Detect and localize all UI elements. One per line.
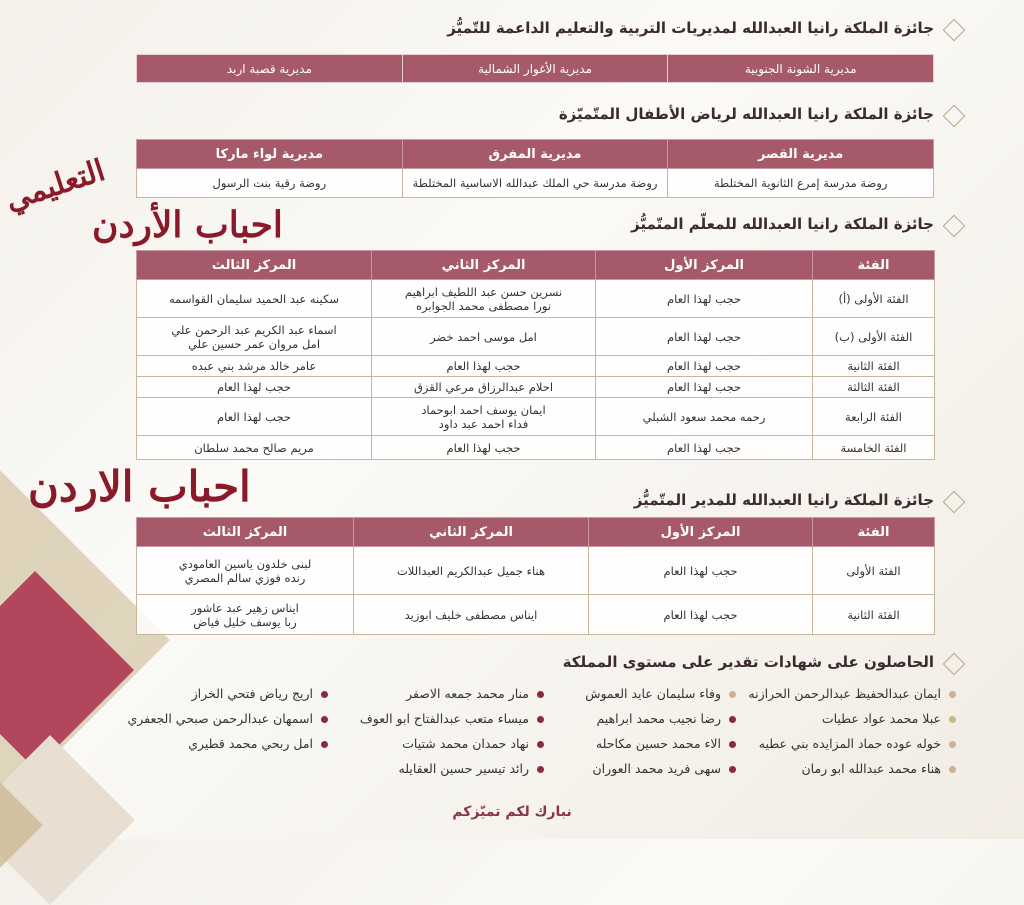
list-item-text: خوله عوده حماد المزايده بني عطيه bbox=[758, 736, 941, 751]
table-header: المركز الأول bbox=[589, 518, 813, 547]
winner-name: نسرين حسن عبد اللطيف ابراهيم bbox=[404, 284, 563, 299]
category-cell: الفئة الثانية bbox=[813, 595, 935, 635]
category-cell: الفئة الثالثة bbox=[813, 377, 935, 398]
kindergarten-title: جائزة الملكة رانيا العبدالله لرياض الأطفال المتّميّزة bbox=[558, 105, 934, 123]
category-cell: الفئة الرابعة bbox=[813, 398, 935, 436]
second-place-cell: امل موسى احمد خضر bbox=[372, 318, 596, 356]
table-row bbox=[137, 398, 935, 436]
directorate-item: مديرية الشونة الجنوبية bbox=[668, 55, 934, 83]
table-row bbox=[137, 377, 935, 398]
first-place-cell: حجب لهذا العام bbox=[596, 377, 813, 398]
bullet-icon bbox=[537, 691, 544, 698]
second-place-cell bbox=[372, 280, 596, 318]
list-item-text: اسمهان عبدالرحمن صبحي الجعفري bbox=[127, 711, 313, 726]
winner-name: امل مروان عمر حسين علي bbox=[187, 336, 321, 351]
winner-name: لبنى خلدون ياسين العامودي bbox=[178, 556, 312, 571]
table-header: المركز الثاني bbox=[354, 518, 589, 547]
second-place-cell: هناء جميل عبدالكريم العبداللات bbox=[354, 547, 589, 595]
list-item bbox=[127, 711, 328, 736]
bullet-icon bbox=[729, 716, 736, 723]
list-item bbox=[360, 736, 544, 761]
bullet-icon bbox=[321, 741, 328, 748]
list-item-text: هناء محمد عبدالله ابو رمان bbox=[801, 761, 941, 776]
list-item-text: اريج رياض فتحي الخراز bbox=[191, 686, 313, 701]
third-place-cell bbox=[137, 547, 354, 595]
list-item-text: سهى فريد محمد العوران bbox=[592, 761, 721, 776]
table-header: الفئة bbox=[813, 518, 935, 547]
directorates-title: جائزة الملكة رانيا العبدالله لمديريات التربية والتعليم الداعمة للتّميُّز bbox=[447, 19, 934, 37]
first-place-cell: حجب لهذا العام bbox=[589, 595, 813, 635]
table-row bbox=[137, 356, 935, 377]
first-place-cell: حجب لهذا العام bbox=[589, 547, 813, 595]
bullet-icon bbox=[321, 691, 328, 698]
first-place-cell: حجب لهذا العام bbox=[596, 436, 813, 460]
table-cell: روضة مدرسة إمرع الثانوية المختلطة bbox=[668, 169, 934, 198]
third-place-cell: حجب لهذا العام bbox=[137, 398, 372, 436]
table-header: المركز الثالث bbox=[137, 251, 372, 280]
list-item bbox=[748, 686, 956, 711]
certificates-list-3 bbox=[360, 686, 544, 786]
bullet-icon bbox=[729, 766, 736, 773]
list-item-text: الاء محمد حسين مكاحله bbox=[595, 736, 721, 751]
category-cell: الفئة الخامسة bbox=[813, 436, 935, 460]
category-cell: الفئة الثانية bbox=[813, 356, 935, 377]
bullet-icon bbox=[537, 716, 544, 723]
winner-name: ايمان يوسف احمد ابوحماد bbox=[421, 402, 546, 417]
category-cell: الفئة الأولى (ب) bbox=[813, 318, 935, 356]
list-item bbox=[360, 686, 544, 711]
bullet-icon bbox=[949, 766, 956, 773]
table-header: مديرية لواء ماركا bbox=[137, 140, 403, 169]
table-header: الفئة bbox=[813, 251, 935, 280]
third-place-cell: عامر خالد مرشد بني عبده bbox=[137, 356, 372, 377]
second-place-cell: حجب لهذا العام bbox=[372, 436, 596, 460]
table-row bbox=[137, 318, 935, 356]
table-row bbox=[137, 595, 935, 635]
principal-table bbox=[136, 517, 935, 635]
bullet-icon bbox=[949, 741, 956, 748]
list-item bbox=[585, 711, 736, 736]
list-item-text: رائد تيسير حسين العقايله bbox=[398, 761, 529, 776]
footer-text: نبارك لكم تميّزكم bbox=[452, 804, 572, 820]
third-place-cell: حجب لهذا العام bbox=[137, 377, 372, 398]
table-header: المركز الثاني bbox=[372, 251, 596, 280]
list-item bbox=[585, 736, 736, 761]
list-item-text: عبلا محمد عواد عطيات bbox=[821, 711, 941, 726]
list-item bbox=[748, 761, 956, 786]
category-cell: الفئة الأولى (أ) bbox=[813, 280, 935, 318]
bullet-icon bbox=[729, 741, 736, 748]
kindergarten-table bbox=[136, 139, 934, 198]
certificates-list-1 bbox=[748, 686, 956, 786]
list-item bbox=[127, 736, 328, 761]
list-item bbox=[127, 686, 328, 711]
table-row bbox=[137, 436, 935, 460]
list-item bbox=[585, 686, 736, 711]
table-header: مديرية القصر bbox=[668, 140, 934, 169]
teacher-title: جائزة الملكة رانيا العبدالله للمعلّم المتّميُّز bbox=[631, 215, 934, 233]
first-place-cell: حجب لهذا العام bbox=[596, 356, 813, 377]
section-icon bbox=[943, 105, 966, 128]
table-row bbox=[137, 547, 935, 595]
bullet-icon bbox=[321, 716, 328, 723]
certificates-list-2 bbox=[585, 686, 736, 786]
watermark-text: احباب الاردن bbox=[28, 462, 251, 511]
list-item-text: ايمان عبدالحفيظ عبدالرحمن الحرازنه bbox=[748, 686, 941, 701]
second-place-cell: ايناس مصطفى خليف ابوزيد bbox=[354, 595, 589, 635]
third-place-cell bbox=[137, 280, 372, 318]
second-place-cell: احلام عبدالرزاق مرعي القزق bbox=[372, 377, 596, 398]
list-item bbox=[360, 761, 544, 786]
first-place-cell: حجب لهذا العام bbox=[596, 280, 813, 318]
section-icon bbox=[943, 491, 966, 514]
table-cell: روضة مدرسة حي الملك عبدالله الاساسية المختلطة bbox=[402, 169, 668, 198]
section-icon bbox=[943, 653, 966, 676]
winner-name: ايناس زهير عبد عاشور bbox=[191, 600, 299, 615]
list-item-text: نهاد حمدان محمد شتيات bbox=[402, 736, 529, 751]
winner-name: سكينه عبد الحميد سليمان القواسمه bbox=[169, 291, 339, 306]
certificates-title: الحاصلون على شهادات تقدير على مستوى المملكة bbox=[562, 653, 934, 671]
winner-name: رنده فوزي سالم المصري bbox=[184, 570, 306, 585]
table-row bbox=[137, 280, 935, 318]
third-place-cell: مريم صالح محمد سلطان bbox=[137, 436, 372, 460]
list-item bbox=[748, 711, 956, 736]
bullet-icon bbox=[949, 691, 956, 698]
list-item-text: امل ربحي محمد قطيري bbox=[188, 736, 313, 751]
teacher-table bbox=[136, 250, 935, 460]
bullet-icon bbox=[537, 741, 544, 748]
section-icon bbox=[943, 215, 966, 238]
watermark-text: احباب الأردن bbox=[92, 204, 283, 246]
list-item bbox=[360, 711, 544, 736]
directorates-bar bbox=[136, 54, 934, 83]
winner-name: نورا مصطفى محمد الجوابره bbox=[416, 298, 551, 313]
list-item bbox=[585, 761, 736, 786]
table-cell: روضة رقية بنت الرسول bbox=[137, 169, 403, 198]
list-item-text: رضا نجيب محمد ابراهيم bbox=[596, 711, 721, 726]
list-item bbox=[748, 736, 956, 761]
table-header: المركز الأول bbox=[596, 251, 813, 280]
third-place-cell bbox=[137, 318, 372, 356]
winner-name: ربا يوسف خليل فياض bbox=[193, 614, 297, 629]
section-icon bbox=[943, 19, 966, 42]
table-header: المركز الثالث bbox=[137, 518, 354, 547]
bullet-icon bbox=[537, 766, 544, 773]
winner-name: فداء احمد عبد داود bbox=[438, 416, 529, 431]
first-place-cell: حجب لهذا العام bbox=[596, 318, 813, 356]
third-place-cell bbox=[137, 595, 354, 635]
table-header: مديرية المفرق bbox=[402, 140, 668, 169]
directorate-item: مديرية الأغوار الشمالية bbox=[402, 55, 668, 83]
category-cell: الفئة الأولى bbox=[813, 547, 935, 595]
principal-title: جائزة الملكة رانيا العبدالله للمدير المتّميُّز bbox=[633, 491, 934, 509]
list-item-text: ميساء متعب عبدالفتاح ابو العوف bbox=[359, 711, 529, 726]
winner-name: اسماء عبد الكريم عبد الرحمن علي bbox=[171, 322, 337, 337]
watermark-text: التعليمي bbox=[1, 153, 110, 218]
directorate-item: مديرية قصبة اربد bbox=[137, 55, 403, 83]
list-item-text: منار محمد جمعه الاصفر bbox=[406, 686, 529, 701]
list-item-text: وفاء سليمان عايد العموش bbox=[585, 686, 721, 701]
second-place-cell: حجب لهذا العام bbox=[372, 356, 596, 377]
first-place-cell: رحمه محمد سعود الشبلي bbox=[596, 398, 813, 436]
certificates-list-4 bbox=[127, 686, 328, 761]
bullet-icon bbox=[729, 691, 736, 698]
second-place-cell bbox=[372, 398, 596, 436]
bullet-icon bbox=[949, 716, 956, 723]
